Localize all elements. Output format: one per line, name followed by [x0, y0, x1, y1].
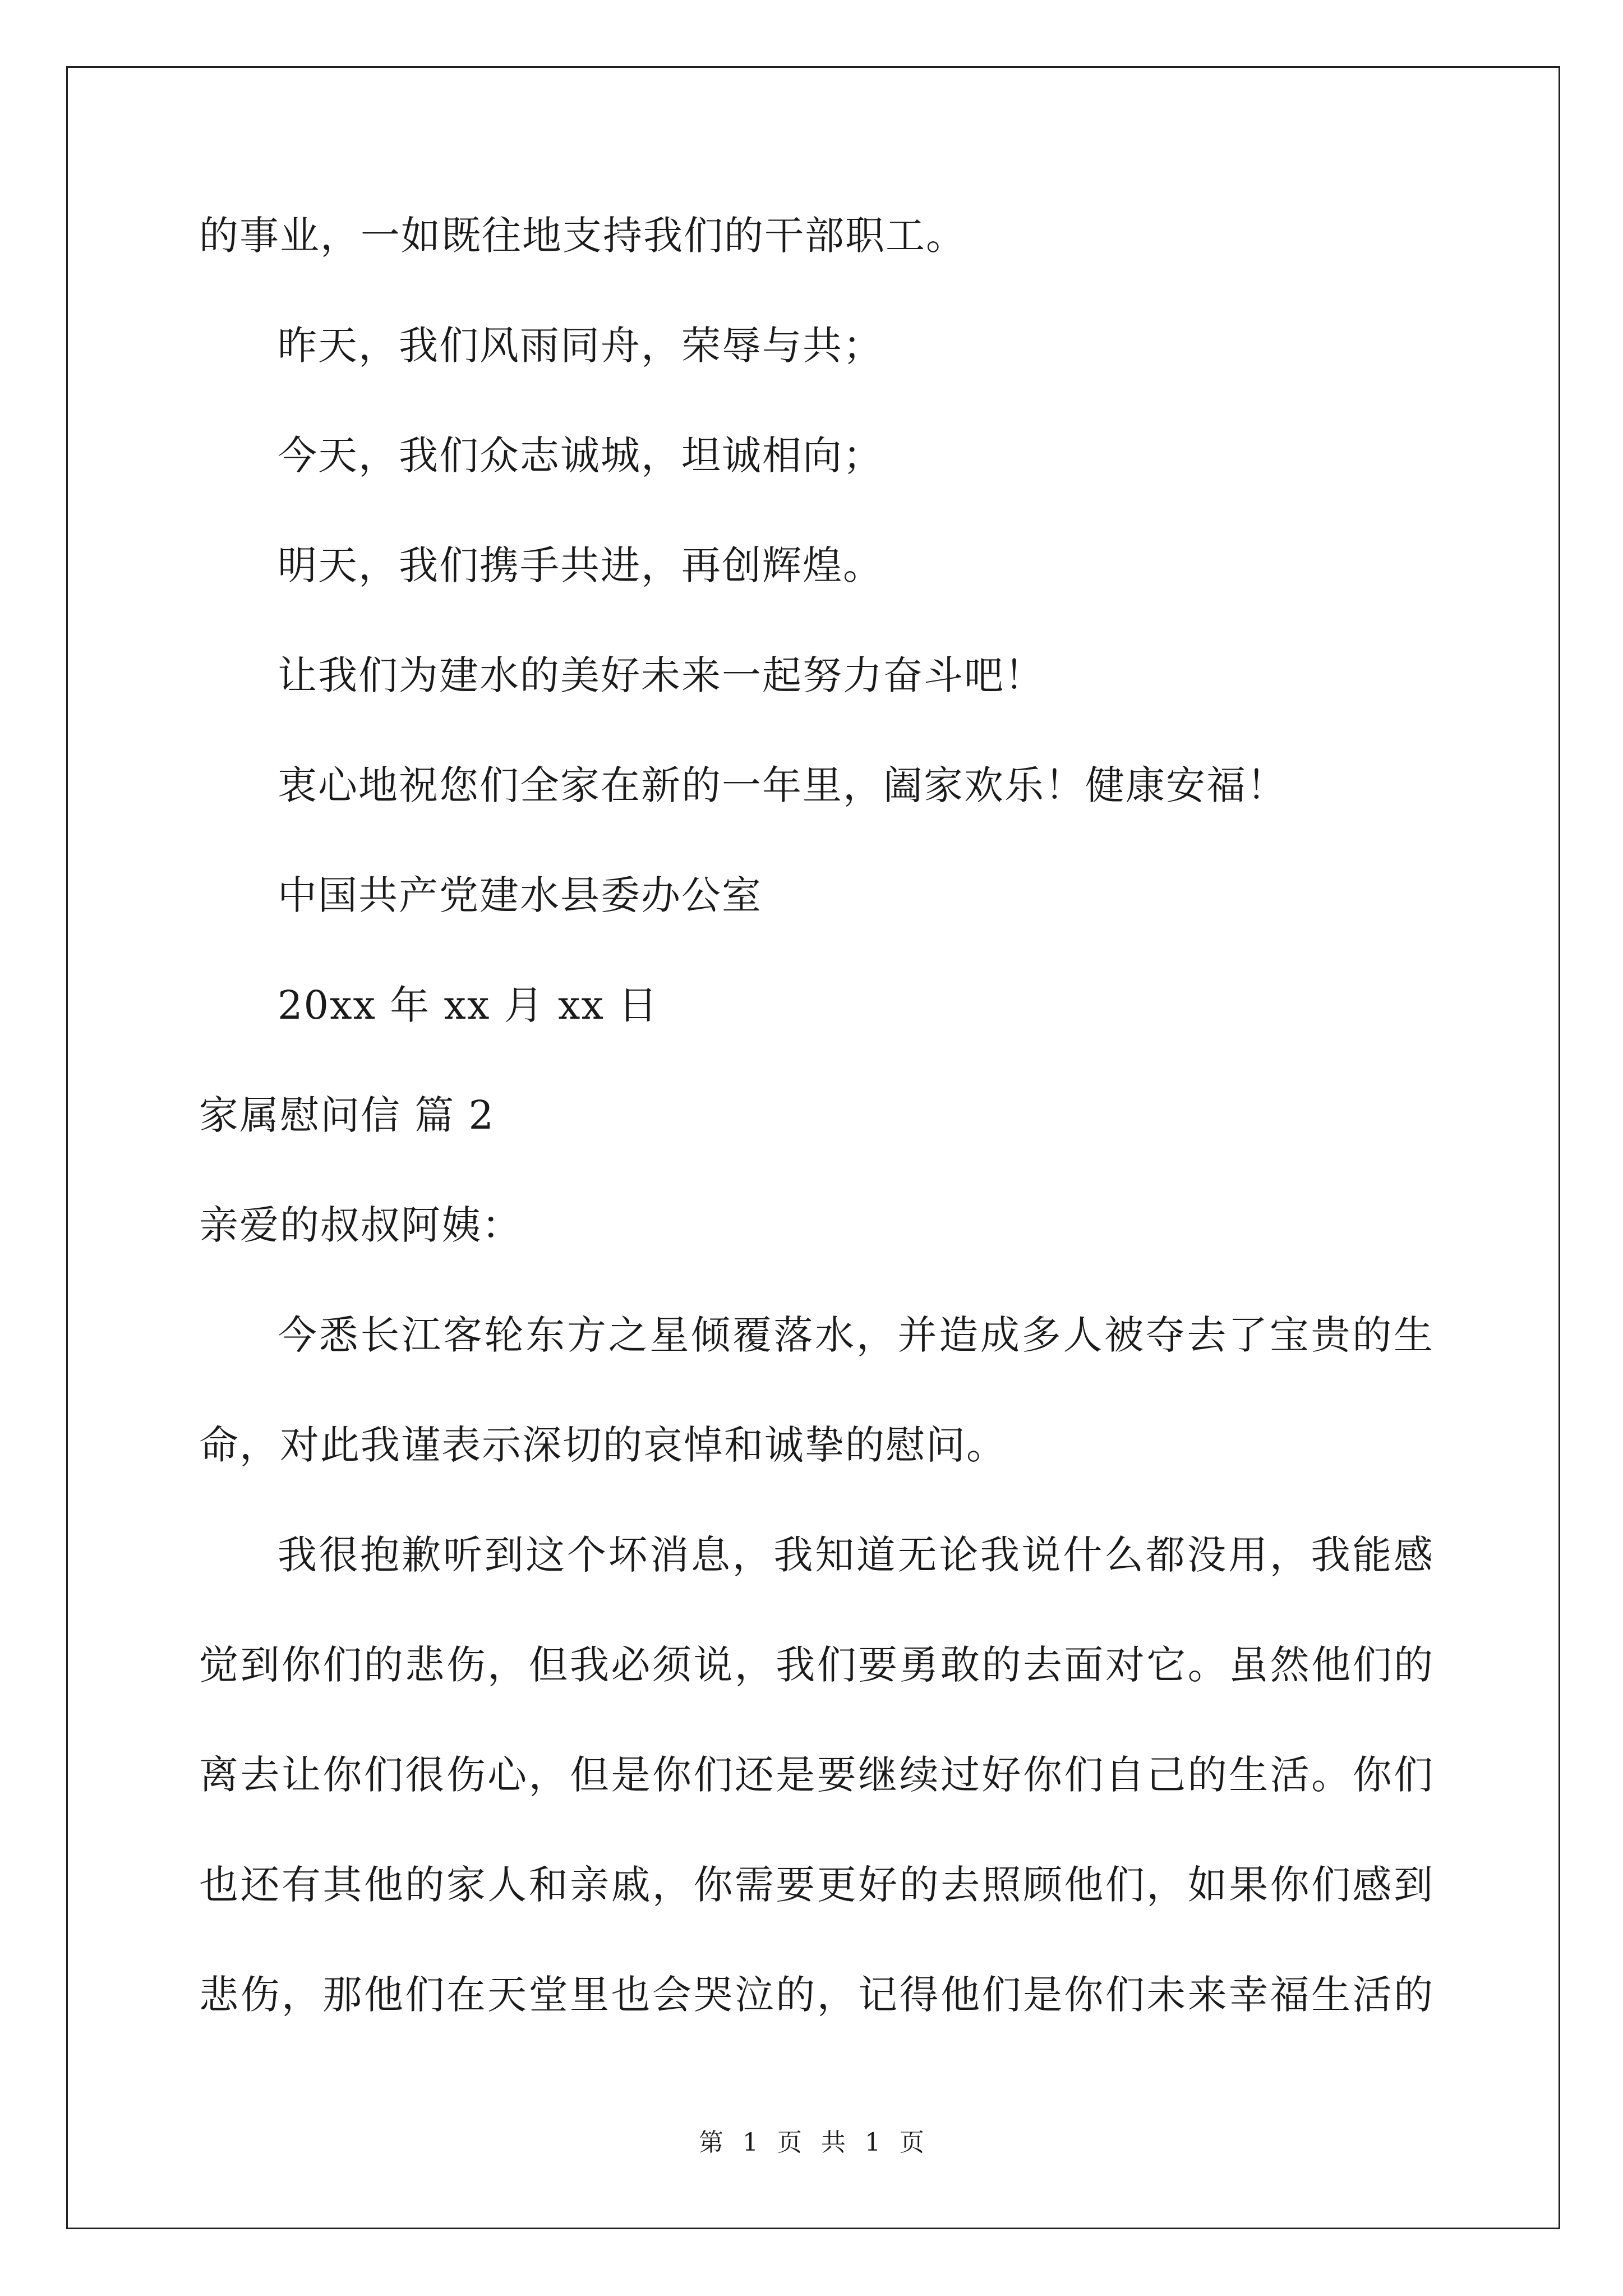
text-line: 今悉长江客轮东方之星倾覆落水，并造成多人被夺去了宝贵的生	[278, 1312, 1433, 1358]
text-line: 悲伤，那他们在天堂里也会哭泣的，记得他们是你们未来幸福生活的	[199, 1972, 1433, 2018]
text-line: 今天，我们众志诚城，坦诚相向；	[278, 432, 883, 478]
text-line: 命，对此我谨表示深切的哀悼和诚挚的慰问。	[199, 1422, 1007, 1468]
text-line: 也还有其他的家人和亲戚，你需要更好的去照顾他们，如果你们感到	[199, 1862, 1433, 1908]
text-line: 我很抱歉听到这个坏消息，我知道无论我说什么都没用，我能感	[278, 1532, 1433, 1578]
text-line: 的事业，一如既往地支持我们的干部职工。	[199, 213, 966, 259]
section-heading: 家属慰问信 篇 2	[199, 1092, 495, 1138]
text-line: 觉到你们的悲伤，但我必须说，我们要勇敢的去面对它。虽然他们的	[199, 1642, 1433, 1688]
text-line: 衷心地祝您们全家在新的一年里，阖家欢乐！健康安福！	[278, 762, 1287, 808]
text-line: 昨天，我们风雨同舟，荣辱与共；	[278, 323, 883, 369]
page-footer: 第 1 页 共 1 页	[699, 2128, 924, 2157]
text-line: 离去让你们很伤心，但是你们还是要继续过好你们自己的生活。你们	[199, 1752, 1433, 1798]
signature-date: 20xx 年 xx 月 xx 日	[278, 982, 659, 1028]
salutation: 亲爱的叔叔阿姨：	[199, 1202, 522, 1248]
signature-org: 中国共产党建水县委办公室	[278, 872, 762, 918]
text-line: 明天，我们携手共进，再创辉煌。	[278, 542, 883, 588]
text-line: 让我们为建水的美好未来一起努力奋斗吧！	[278, 652, 1045, 698]
